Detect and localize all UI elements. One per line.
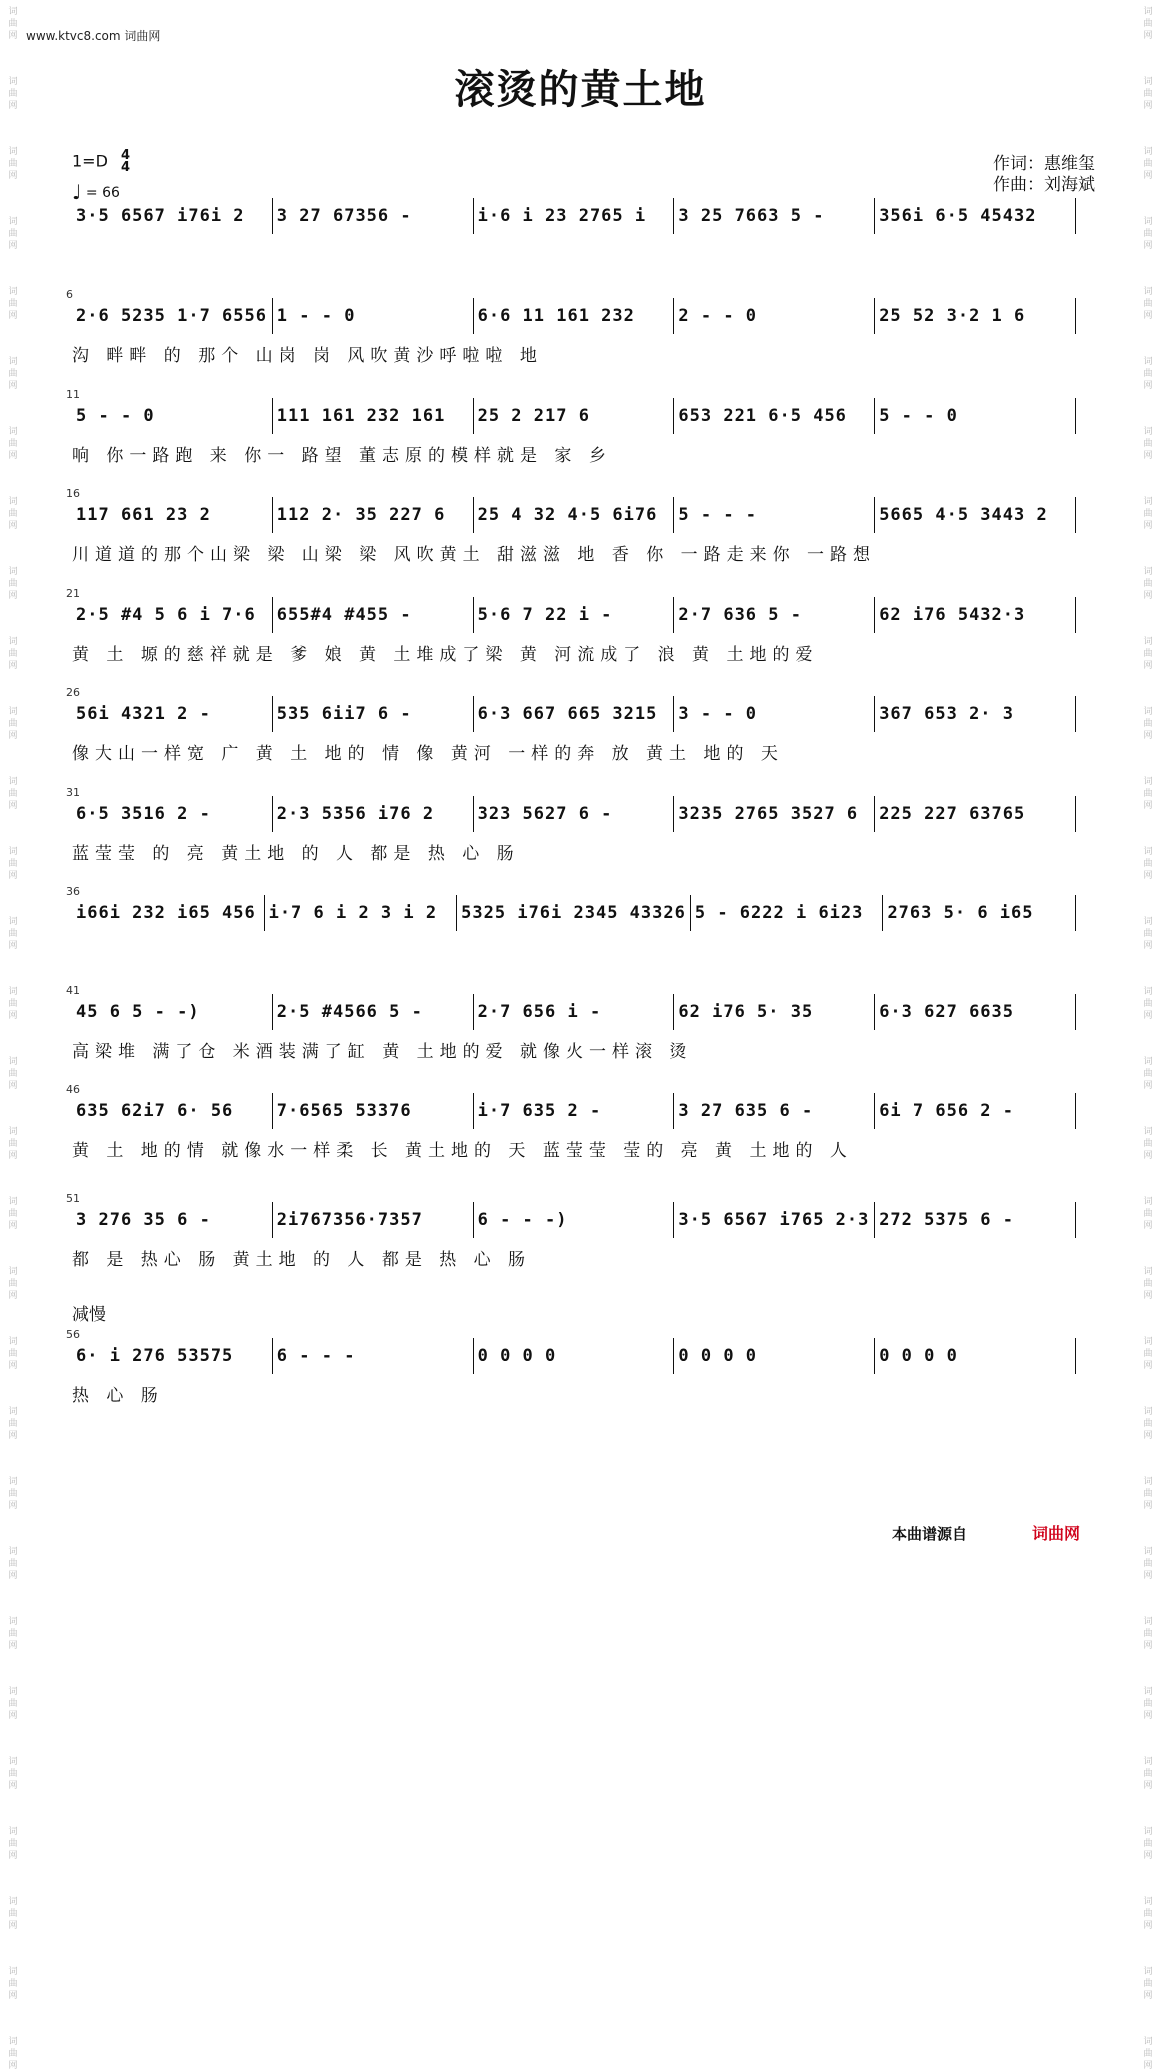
measure — [72, 994, 273, 1030]
measure — [674, 994, 875, 1030]
measure-notes: 111 161 232 161 — [276, 406, 446, 426]
watermark-text: 词曲网 — [8, 1827, 18, 1861]
measure-notes: 535 6ii7 6 - — [276, 704, 412, 724]
measure — [474, 398, 675, 434]
measure-notes: 25 4 32 4·5 6i76 — [477, 505, 658, 525]
notes-row — [72, 994, 1076, 1030]
measure — [875, 298, 1076, 334]
measure-number: 46 — [66, 1083, 80, 1096]
measure-notes: 2·5 #4566 5 - — [276, 1002, 423, 1022]
measure-notes: 117 661 23 2 — [76, 505, 211, 525]
measure — [72, 895, 265, 931]
measure-notes: 5 - - 0 — [879, 406, 958, 426]
watermark-text: 词曲网 — [8, 567, 18, 601]
measure — [875, 994, 1076, 1030]
measure — [674, 1202, 875, 1238]
measure-notes: 356i 6·5 45432 — [879, 206, 1037, 226]
watermark-text: 词曲网 — [1143, 1197, 1153, 1231]
lyrics-line: 沟 畔畔 的 那个 山岗 岗 风吹黄沙呼啦啦 地 — [72, 346, 543, 366]
measure-notes: i·7 6 i 2 3 i 2 — [268, 903, 438, 923]
measure — [273, 398, 474, 434]
measure-notes: 5325 i76i 2345 43326 — [461, 903, 686, 923]
notes-row — [72, 398, 1076, 434]
composer: 作曲：刘海斌 — [993, 175, 1095, 195]
measure-notes: 2 - - 0 — [678, 306, 758, 326]
measure — [72, 1202, 273, 1238]
measure-number: 36 — [66, 885, 80, 898]
measure-number: 6 — [66, 288, 73, 301]
watermark-text: 词曲网 — [8, 1197, 18, 1231]
tempo-marking: 减慢 — [72, 1305, 106, 1325]
measure — [273, 298, 474, 334]
lyrics-line: 像大山一样宽 广 黄 土 地的 情 像 黄河 一样的奔 放 黄土 地的 天 — [72, 744, 784, 764]
measure-notes: 6i 7 656 2 - — [879, 1101, 1015, 1121]
measure-notes: 6 - - - — [276, 1346, 356, 1366]
notes-row — [72, 796, 1076, 832]
measure-notes: 6· i 276 53575 — [76, 1346, 234, 1366]
measure — [474, 1093, 675, 1129]
measure-number: 21 — [66, 587, 80, 600]
watermark-text: 词曲网 — [1143, 1267, 1153, 1301]
measure — [474, 696, 675, 732]
measure-notes: 5 - 6222 i 6i23 — [694, 903, 864, 923]
measure-notes: 7·6565 53376 — [276, 1101, 412, 1121]
watermark-text: 词曲网 — [8, 1407, 18, 1441]
lyrics-line: 蓝莹莹 的 亮 黄土地 的 人 都是 热 心 肠 — [72, 844, 520, 864]
watermark-text: 词曲网 — [8, 1897, 18, 1931]
measure-notes: 2763 5· 6 i65 — [887, 903, 1034, 923]
watermark-text: 词曲网 — [8, 1687, 18, 1721]
score-system — [66, 288, 1076, 388]
measure-notes: 635 62i7 6· 56 — [76, 1101, 234, 1121]
measure — [474, 497, 675, 533]
watermark-text: 词曲网 — [1143, 847, 1153, 881]
measure-notes: 5 - - 0 — [76, 406, 155, 426]
watermark-text: 词曲网 — [8, 427, 18, 461]
measure — [474, 597, 675, 633]
measure — [72, 298, 273, 334]
watermark-text: 词曲网 — [1143, 1477, 1153, 1511]
measure-notes: 0 0 0 0 — [678, 1346, 758, 1366]
footer-source: 本曲谱源自 — [892, 1525, 968, 1543]
measure — [474, 1202, 675, 1238]
time-signature-top: 4 — [121, 148, 131, 163]
score-system — [66, 1328, 1076, 1428]
measure-notes: 2i767356·7357 — [276, 1210, 423, 1230]
time-signature-bottom: 4 — [121, 160, 131, 175]
measure — [273, 994, 474, 1030]
measure — [875, 497, 1076, 533]
lyricist: 作词：惠维玺 — [993, 154, 1095, 174]
measure — [273, 1338, 474, 1374]
measure-notes: 6·3 667 665 3215 — [477, 704, 658, 724]
lyrics-line: 热 心 肠 — [72, 1386, 164, 1406]
measure-notes: 3·5 6567 i76i 2 — [76, 206, 245, 226]
measure — [875, 398, 1076, 434]
watermark-text: 词曲网 — [8, 7, 18, 41]
measure — [474, 1338, 675, 1374]
measure-notes: 5665 4·5 3443 2 — [879, 505, 1048, 525]
measure — [72, 198, 273, 234]
score-system — [66, 1192, 1076, 1292]
quarter-note-icon: ♩ — [72, 180, 82, 204]
measure — [273, 1202, 474, 1238]
watermark-text: 词曲网 — [8, 917, 18, 951]
measure — [674, 597, 875, 633]
measure — [273, 1093, 474, 1129]
notes-row — [72, 198, 1076, 234]
watermark-text: 词曲网 — [8, 287, 18, 321]
watermark-text: 词曲网 — [1143, 427, 1153, 461]
measure-number: 56 — [66, 1328, 80, 1341]
measure — [72, 796, 273, 832]
measure — [875, 597, 1076, 633]
measure — [875, 796, 1076, 832]
watermark-text: 词曲网 — [1143, 567, 1153, 601]
watermark-text: 词曲网 — [8, 987, 18, 1021]
measure-notes: 3·5 6567 i765 2·3 — [678, 1210, 870, 1230]
measure — [273, 796, 474, 832]
measure — [674, 298, 875, 334]
lyrics-line: 都 是 热心 肠 黄土地 的 人 都是 热 心 肠 — [72, 1250, 532, 1270]
measure — [474, 298, 675, 334]
measure-notes: 1 - - 0 — [276, 306, 356, 326]
measure — [72, 696, 273, 732]
score-system — [72, 198, 1076, 288]
measure-notes: i·6 i 23 2765 i — [477, 206, 647, 226]
measure — [674, 398, 875, 434]
watermark-text: 词曲网 — [8, 1477, 18, 1511]
measure-notes: 5 - - - — [678, 505, 758, 525]
measure-notes: 2·7 636 5 - — [678, 605, 802, 625]
measure-notes: 653 221 6·5 456 — [678, 406, 847, 426]
watermark-text: 词曲网 — [1143, 1967, 1153, 2001]
watermark-text: 词曲网 — [8, 637, 18, 671]
watermark-text: 词曲网 — [8, 1757, 18, 1791]
notes-row — [72, 1338, 1076, 1374]
measure-notes: i66i 232 i65 456 — [76, 903, 256, 923]
tempo-value: = 66 — [85, 185, 120, 201]
watermark-text: 词曲网 — [8, 2037, 18, 2071]
watermark-text: 词曲网 — [1143, 707, 1153, 741]
score-system — [66, 984, 1076, 1084]
measure-notes: 3 25 7663 5 - — [678, 206, 825, 226]
watermark-text: 词曲网 — [1143, 7, 1153, 41]
notes-row — [72, 1093, 1076, 1129]
watermark-text: 词曲网 — [8, 707, 18, 741]
measure-notes: 272 5375 6 - — [879, 1210, 1015, 1230]
notes-row — [72, 298, 1076, 334]
measure — [875, 696, 1076, 732]
measure — [273, 497, 474, 533]
measure-notes: 0 0 0 0 — [879, 1346, 958, 1366]
measure-notes: 323 5627 6 - — [477, 804, 613, 824]
watermark-text: 词曲网 — [8, 217, 18, 251]
left-watermark-strip — [2, 0, 24, 2071]
measure — [674, 696, 875, 732]
measure-number: 41 — [66, 984, 80, 997]
notes-row — [72, 1202, 1076, 1238]
measure — [72, 1093, 273, 1129]
notes-row — [72, 497, 1076, 533]
watermark-text: 词曲网 — [1143, 357, 1153, 391]
score-system — [66, 1083, 1076, 1183]
measure — [674, 497, 875, 533]
measure-number: 51 — [66, 1192, 80, 1205]
watermark-text: 词曲网 — [1143, 1547, 1153, 1581]
measure — [474, 994, 675, 1030]
watermark-text: 词曲网 — [1143, 147, 1153, 181]
watermark-text: 词曲网 — [1143, 77, 1153, 111]
measure-number: 16 — [66, 487, 80, 500]
watermark-text: 词曲网 — [8, 1967, 18, 2001]
song-title: 滚烫的黄土地 — [454, 67, 707, 113]
watermark-text: 词曲网 — [1143, 497, 1153, 531]
measure — [883, 895, 1076, 931]
notes-row — [72, 895, 1076, 931]
watermark-text: 词曲网 — [8, 497, 18, 531]
score-system — [66, 388, 1076, 488]
measure-notes: 6·6 11 161 232 — [477, 306, 635, 326]
watermark-text: 词曲网 — [8, 1547, 18, 1581]
measure-notes: i·7 635 2 - — [477, 1101, 602, 1121]
watermark-text: 词曲网 — [8, 1617, 18, 1651]
watermark-text: 词曲网 — [8, 1267, 18, 1301]
watermark-text: 词曲网 — [1143, 987, 1153, 1021]
watermark-text: 词曲网 — [1143, 217, 1153, 251]
measure — [875, 1202, 1076, 1238]
measure-notes: 6·5 3516 2 - — [76, 804, 211, 824]
lyrics-line: 高梁堆 满了仓 米酒装满了缸 黄 土地的爱 就像火一样滚 烫 — [72, 1042, 693, 1062]
measure — [72, 398, 273, 434]
measure — [875, 1093, 1076, 1129]
watermark-text: 词曲网 — [1143, 287, 1153, 321]
measure-notes: 3 27 635 6 - — [678, 1101, 814, 1121]
watermark-text: 词曲网 — [1143, 1757, 1153, 1791]
measure — [875, 1338, 1076, 1374]
measure — [474, 198, 675, 234]
watermark-text: 词曲网 — [8, 847, 18, 881]
measure — [72, 597, 273, 633]
measure — [273, 198, 474, 234]
measure-notes: 3235 2765 3527 6 — [678, 804, 859, 824]
watermark-text: 词曲网 — [1143, 1897, 1153, 1931]
watermark-text: 词曲网 — [8, 357, 18, 391]
score-system — [66, 885, 1076, 985]
right-watermark-strip — [1137, 0, 1159, 2071]
watermark-text: 词曲网 — [8, 77, 18, 111]
notes-row — [72, 597, 1076, 633]
watermark-text: 词曲网 — [1143, 1827, 1153, 1861]
measure-notes: 112 2· 35 227 6 — [276, 505, 446, 525]
measure-notes: 0 0 0 0 — [477, 1346, 557, 1366]
notes-row — [72, 696, 1076, 732]
footer-logo: 词曲网 — [1032, 1524, 1081, 1543]
measure-number: 26 — [66, 686, 80, 699]
watermark-text: 词曲网 — [1143, 1617, 1153, 1651]
measure-notes: 62 i76 5432·3 — [879, 605, 1026, 625]
measure — [674, 198, 875, 234]
score-system — [66, 487, 1076, 587]
measure-notes: 3 27 67356 - — [276, 206, 412, 226]
measure-number: 31 — [66, 786, 80, 799]
site-header: www.ktvc8.com 词曲网 — [26, 29, 161, 43]
measure — [72, 1338, 273, 1374]
watermark-text: 词曲网 — [8, 147, 18, 181]
measure-notes: 25 2 217 6 — [477, 406, 590, 426]
watermark-text: 词曲网 — [1143, 1337, 1153, 1371]
measure-notes: 2·6 5235 1·7 6556 — [76, 306, 267, 326]
measure-notes: 6·3 627 6635 — [879, 1002, 1015, 1022]
key-label: 1=D — [72, 151, 108, 171]
measure-notes: 2·5 #4 5 6 i 7·6 — [76, 605, 256, 625]
measure — [674, 796, 875, 832]
watermark-text: 词曲网 — [1143, 1057, 1153, 1091]
measure — [691, 895, 884, 931]
measure-notes: 45 6 5 - -) — [76, 1002, 200, 1022]
measure-notes: 62 i76 5· 35 — [678, 1002, 814, 1022]
measure — [674, 1338, 875, 1374]
measure — [273, 696, 474, 732]
watermark-text: 词曲网 — [1143, 1407, 1153, 1441]
measure — [72, 497, 273, 533]
measure — [265, 895, 458, 931]
watermark-text: 词曲网 — [8, 1337, 18, 1371]
measure-notes: 3 276 35 6 - — [76, 1210, 211, 1230]
watermark-text: 词曲网 — [1143, 637, 1153, 671]
score-system — [66, 786, 1076, 886]
credits — [993, 154, 1095, 196]
watermark-text: 词曲网 — [8, 1127, 18, 1161]
measure-notes: 655#4 #455 - — [276, 605, 412, 625]
key-signature — [72, 150, 130, 174]
measure-notes: 5·6 7 22 i - — [477, 605, 613, 625]
measure — [474, 796, 675, 832]
measure-notes: 6 - - -) — [477, 1210, 568, 1230]
measure-notes: 3 - - 0 — [678, 704, 758, 724]
lyrics-line: 响 你一路跑 来 你一 路望 董志原的模样就是 家 乡 — [72, 446, 612, 466]
lyrics-line: 川道道的那个山梁 梁 山梁 梁 风吹黄土 甜滋滋 地 香 你 一路走来你 一路想 — [72, 545, 877, 565]
watermark-text: 词曲网 — [1143, 777, 1153, 811]
measure-notes: 25 52 3·2 1 6 — [879, 306, 1026, 326]
measure — [273, 597, 474, 633]
measure-notes: 2·3 5356 i76 2 — [276, 804, 435, 824]
measure — [674, 1093, 875, 1129]
time-signature — [121, 150, 130, 174]
watermark-text: 词曲网 — [1143, 917, 1153, 951]
measure-notes: 56i 4321 2 - — [76, 704, 211, 724]
watermark-text: 词曲网 — [1143, 1687, 1153, 1721]
watermark-text: 词曲网 — [8, 1057, 18, 1091]
score-system — [66, 686, 1076, 786]
lyrics-line: 黄 土 塬的慈祥就是 爹 娘 黄 土堆成了梁 黄 河流成了 浪 黄 土地的爱 — [72, 645, 819, 665]
measure — [875, 198, 1076, 234]
measure — [457, 895, 691, 931]
lyrics-line: 黄 土 地的情 就像水一样柔 长 黄土地的 天 蓝莹莹 莹的 亮 黄 土地的 人 — [72, 1141, 853, 1161]
watermark-text: 词曲网 — [8, 777, 18, 811]
watermark-text: 词曲网 — [1143, 1127, 1153, 1161]
measure-notes: 2·7 656 i - — [477, 1002, 602, 1022]
measure-notes: 367 653 2· 3 — [879, 704, 1015, 724]
score-system — [66, 587, 1076, 687]
watermark-text: 词曲网 — [1143, 2037, 1153, 2071]
measure-notes: 225 227 63765 — [879, 804, 1026, 824]
measure-number: 11 — [66, 388, 80, 401]
